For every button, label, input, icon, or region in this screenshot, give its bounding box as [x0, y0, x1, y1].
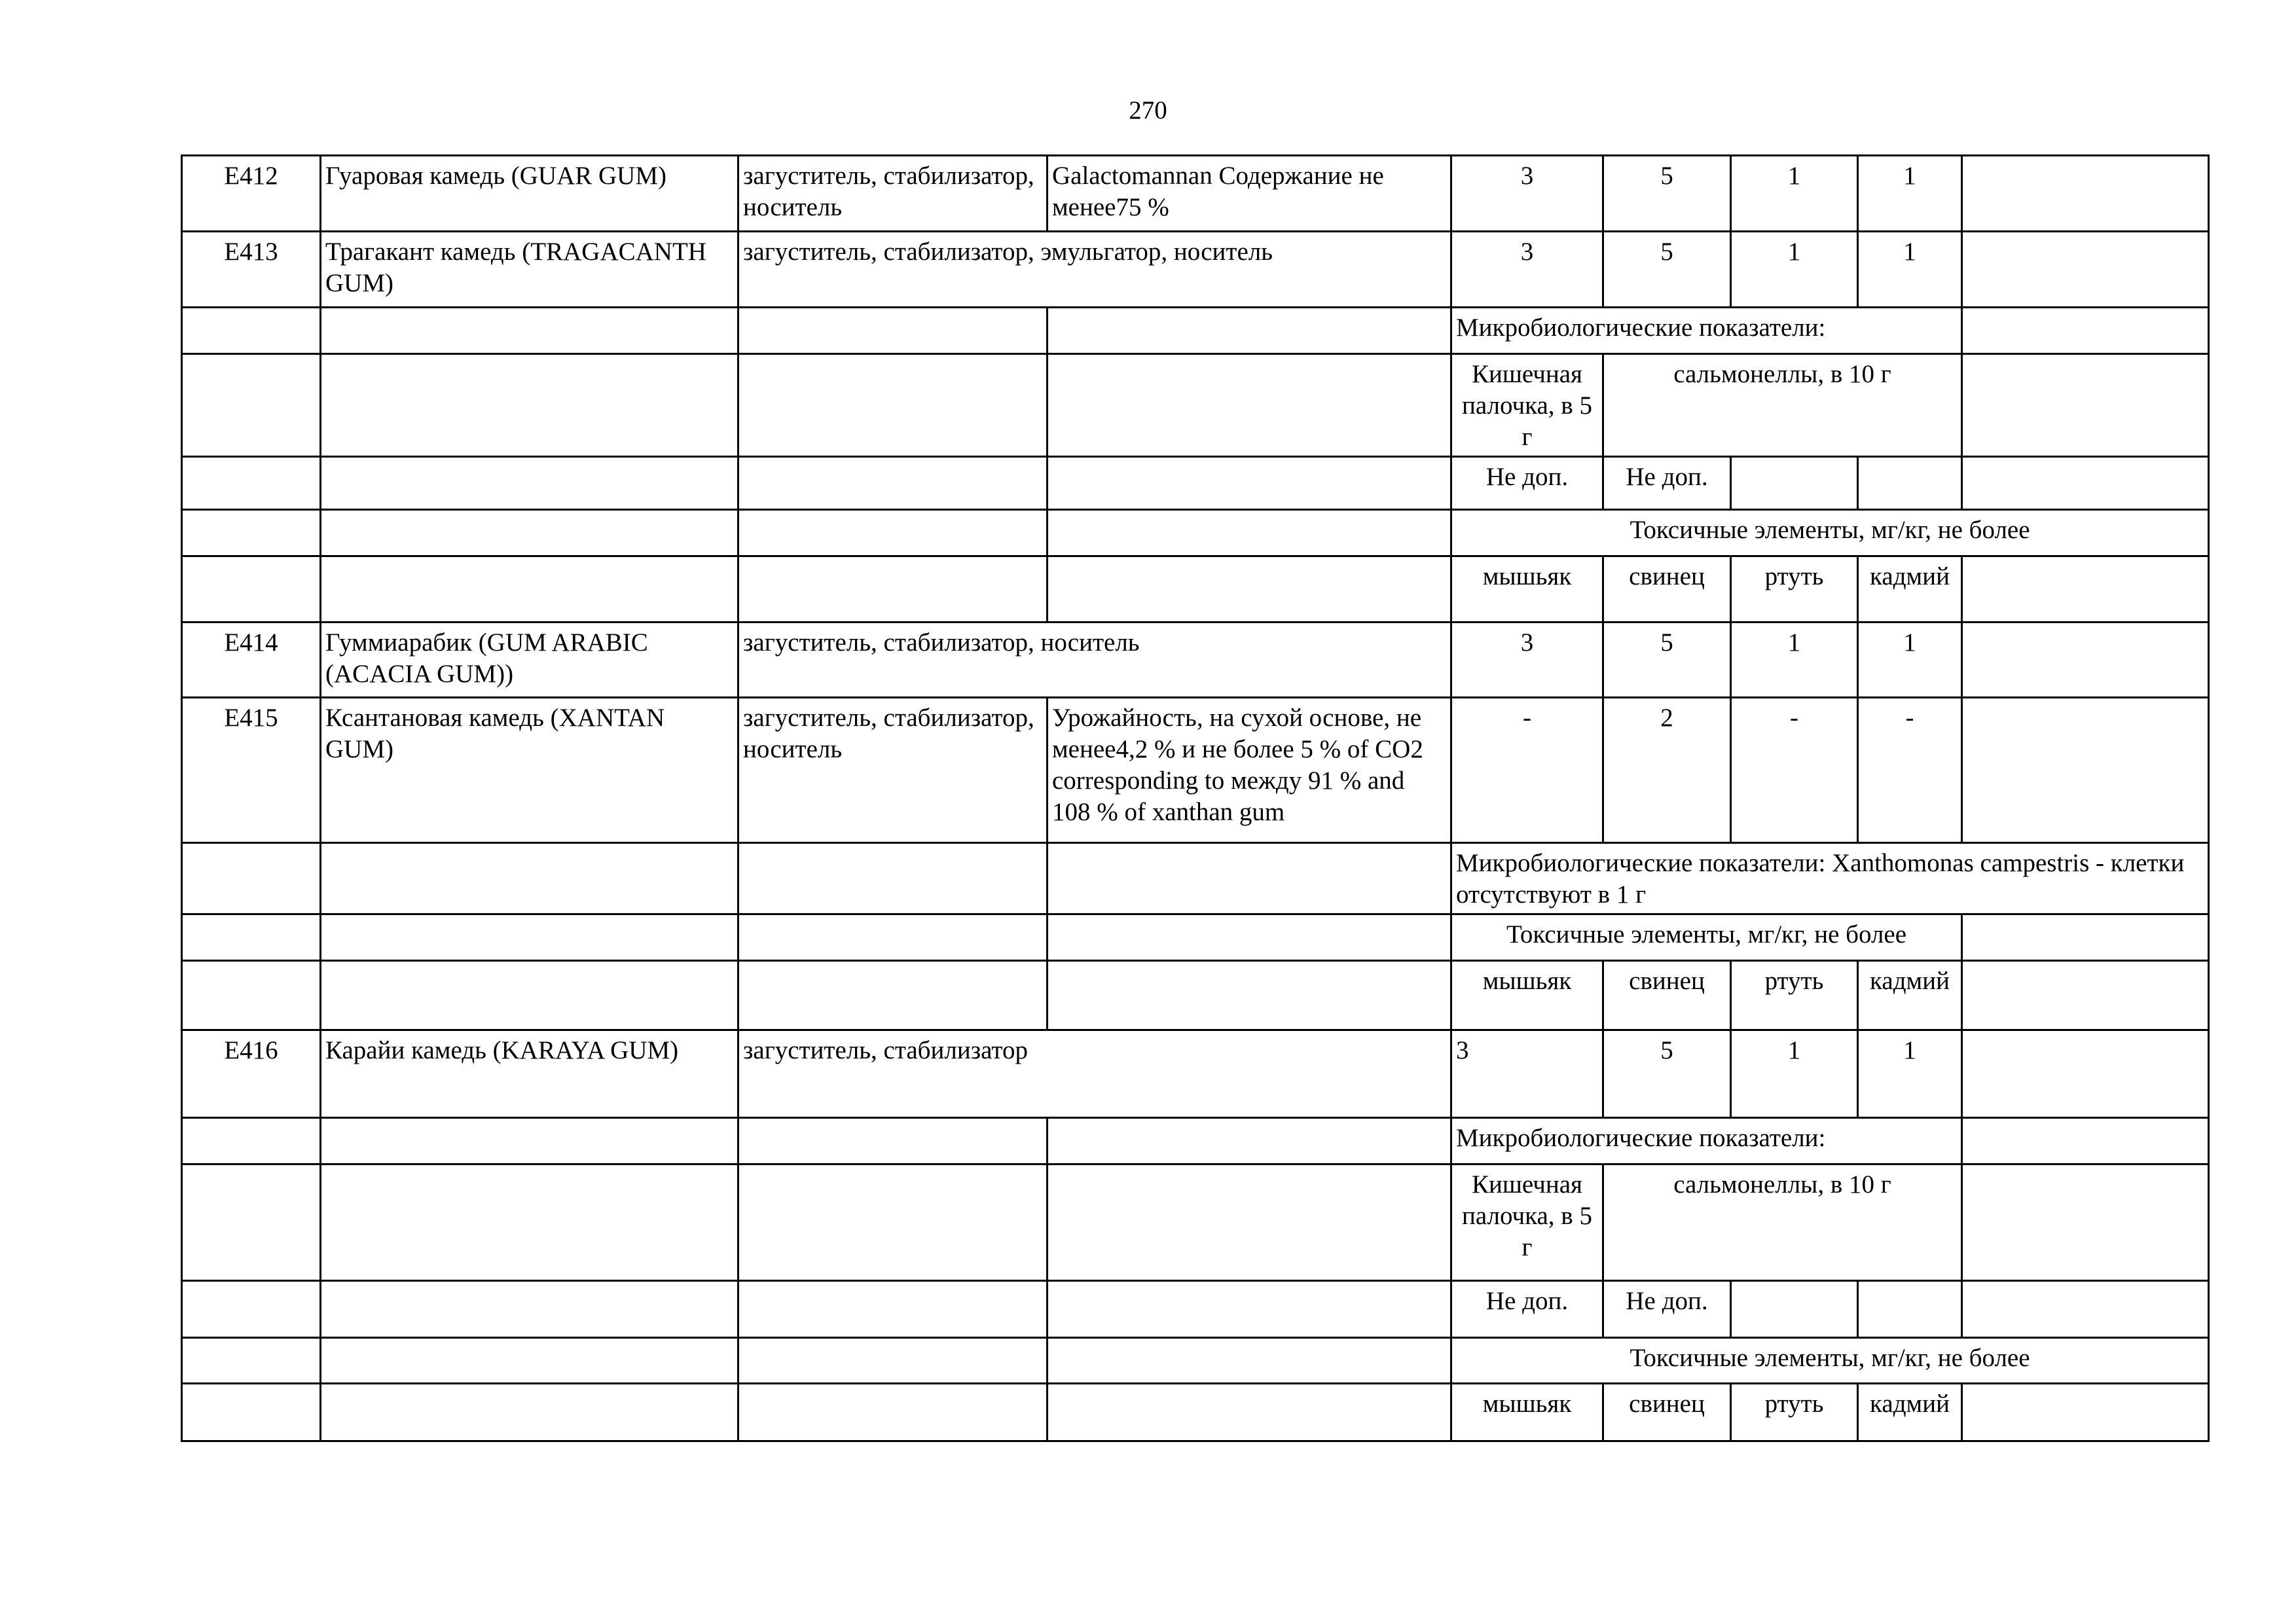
lead-header: свинец: [1603, 961, 1731, 1030]
mercury-header: ртуть: [1731, 556, 1858, 623]
table-row: [182, 457, 2209, 510]
empty-cell: [1962, 1164, 2209, 1281]
empty-cell: [321, 308, 738, 354]
arsenic-value: 3: [1451, 156, 1603, 232]
empty-cell: [1962, 156, 2209, 232]
additive-name: Трагакант камедь (TRAGACANTH GUM): [321, 232, 738, 308]
table-row: [182, 623, 2209, 698]
additive-code: E413: [182, 232, 321, 308]
mercury-value: -: [1731, 698, 1858, 843]
additives-table: [181, 154, 2210, 1442]
table-row: [182, 556, 2209, 623]
table-row: [182, 1281, 2209, 1338]
empty-cell: [1048, 914, 1451, 961]
micro-title: Микробиологические показатели:: [1451, 308, 1962, 354]
lead-value: 5: [1603, 156, 1731, 232]
arsenic-value: 3: [1451, 623, 1603, 698]
arsenic-header: мышьяк: [1451, 1384, 1603, 1441]
empty-cell: [182, 1164, 321, 1281]
empty-cell: [738, 510, 1048, 556]
arsenic-header: мышьяк: [1451, 961, 1603, 1030]
additive-spec: Урожайность, на сухой основе, не менее4,2 % и не более 5 % of CO2 corresponding to между 91 % and 108 % of xanthan gum: [1048, 698, 1451, 843]
empty-cell: [738, 457, 1048, 510]
empty-cell: [738, 354, 1048, 457]
mercury-header: ртуть: [1731, 1384, 1858, 1441]
empty-cell: [738, 1164, 1048, 1281]
table-row: [182, 510, 2209, 556]
empty-cell: [1962, 1118, 2209, 1164]
cadmium-value: 1: [1858, 623, 1962, 698]
empty-cell: [321, 1164, 738, 1281]
empty-cell: [1048, 961, 1451, 1030]
empty-cell: [1962, 232, 2209, 308]
salmonella-header: сальмонеллы, в 10 г: [1603, 354, 1962, 457]
empty-cell: [321, 556, 738, 623]
table-row: [182, 914, 2209, 961]
empty-cell: [321, 843, 738, 914]
empty-cell: [1048, 457, 1451, 510]
toxic-title: Токсичные элементы, мг/кг, не более: [1451, 1338, 2209, 1384]
empty-cell: [738, 843, 1048, 914]
additive-name: Ксантановая камедь (XANTAN GUM): [321, 698, 738, 843]
empty-cell: [321, 961, 738, 1030]
cadmium-value: 1: [1858, 1030, 1962, 1118]
additive-function: загуститель, стабилизатор, носитель: [738, 623, 1451, 698]
empty-cell: [1048, 1164, 1451, 1281]
micro-title: Микробиологические показатели:: [1451, 1118, 1962, 1164]
mercury-header: ртуть: [1731, 961, 1858, 1030]
empty-cell: [1048, 843, 1451, 914]
ecoli-value: Не доп.: [1451, 1281, 1603, 1338]
empty-cell: [1858, 1281, 1962, 1338]
mercury-value: 1: [1731, 232, 1858, 308]
empty-cell: [1962, 1030, 2209, 1118]
empty-cell: [1962, 1281, 2209, 1338]
empty-cell: [1731, 457, 1858, 510]
table-row: [182, 156, 2209, 232]
salmonella-value: Не доп.: [1603, 1281, 1731, 1338]
empty-cell: [182, 1384, 321, 1441]
additive-code: E415: [182, 698, 321, 843]
ecoli-header: Кишечная палочка, в 5 г: [1451, 1164, 1603, 1281]
empty-cell: [321, 1118, 738, 1164]
table-row: [182, 1384, 2209, 1441]
empty-cell: [1962, 1384, 2209, 1441]
ecoli-header: Кишечная палочка, в 5 г: [1451, 354, 1603, 457]
additive-function: загуститель, стабилизатор, носитель: [738, 156, 1048, 232]
empty-cell: [1962, 308, 2209, 354]
table-row: [182, 232, 2209, 308]
table-row: [182, 354, 2209, 457]
empty-cell: [1048, 308, 1451, 354]
cadmium-value: 1: [1858, 156, 1962, 232]
mercury-value: 1: [1731, 156, 1858, 232]
empty-cell: [1731, 1281, 1858, 1338]
empty-cell: [182, 1281, 321, 1338]
empty-cell: [738, 961, 1048, 1030]
empty-cell: [738, 308, 1048, 354]
empty-cell: [1048, 1338, 1451, 1384]
mercury-value: 1: [1731, 623, 1858, 698]
empty-cell: [738, 1118, 1048, 1164]
table-row: [182, 1118, 2209, 1164]
additive-code: E412: [182, 156, 321, 232]
empty-cell: [738, 914, 1048, 961]
lead-value: 5: [1603, 232, 1731, 308]
cadmium-header: кадмий: [1858, 961, 1962, 1030]
cadmium-header: кадмий: [1858, 556, 1962, 623]
empty-cell: [182, 308, 321, 354]
empty-cell: [1048, 1281, 1451, 1338]
cadmium-header: кадмий: [1858, 1384, 1962, 1441]
arsenic-value: 3: [1451, 1030, 1603, 1118]
empty-cell: [182, 457, 321, 510]
empty-cell: [321, 354, 738, 457]
empty-cell: [1962, 354, 2209, 457]
empty-cell: [321, 1384, 738, 1441]
additive-spec: Galactomannan Содержание не менее75 %: [1048, 156, 1451, 232]
empty-cell: [1858, 457, 1962, 510]
empty-cell: [1962, 914, 2209, 961]
empty-cell: [738, 1338, 1048, 1384]
table-row: [182, 308, 2209, 354]
table-row: [182, 1030, 2209, 1118]
salmonella-header: сальмонеллы, в 10 г: [1603, 1164, 1962, 1281]
empty-cell: [182, 961, 321, 1030]
arsenic-value: -: [1451, 698, 1603, 843]
page-number: 270: [1129, 96, 1167, 124]
additive-name: Гуаровая камедь (GUAR GUM): [321, 156, 738, 232]
empty-cell: [182, 556, 321, 623]
empty-cell: [182, 843, 321, 914]
additive-function: загуститель, стабилизатор, носитель: [738, 698, 1048, 843]
cadmium-value: 1: [1858, 232, 1962, 308]
empty-cell: [1048, 1384, 1451, 1441]
additive-code: E414: [182, 623, 321, 698]
table-row: [182, 843, 2209, 914]
lead-header: свинец: [1603, 556, 1731, 623]
empty-cell: [1962, 698, 2209, 843]
empty-cell: [182, 914, 321, 961]
empty-cell: [321, 1281, 738, 1338]
empty-cell: [738, 1384, 1048, 1441]
table-row: [182, 698, 2209, 843]
empty-cell: [321, 914, 738, 961]
empty-cell: [1962, 623, 2209, 698]
lead-header: свинец: [1603, 1384, 1731, 1441]
table-row: [182, 961, 2209, 1030]
empty-cell: [1048, 1118, 1451, 1164]
toxic-title: Токсичные элементы, мг/кг, не более: [1451, 510, 2209, 556]
empty-cell: [182, 1338, 321, 1384]
empty-cell: [182, 354, 321, 457]
empty-cell: [1962, 556, 2209, 623]
empty-cell: [738, 1281, 1048, 1338]
arsenic-header: мышьяк: [1451, 556, 1603, 623]
lead-value: 5: [1603, 623, 1731, 698]
mercury-value: 1: [1731, 1030, 1858, 1118]
cadmium-value: -: [1858, 698, 1962, 843]
empty-cell: [321, 510, 738, 556]
empty-cell: [738, 556, 1048, 623]
empty-cell: [1048, 510, 1451, 556]
ecoli-value: Не доп.: [1451, 457, 1603, 510]
additive-code: E416: [182, 1030, 321, 1118]
empty-cell: [182, 510, 321, 556]
salmonella-value: Не доп.: [1603, 457, 1731, 510]
empty-cell: [321, 457, 738, 510]
additive-function: загуститель, стабилизатор: [738, 1030, 1451, 1118]
micro-note: Микробиологические показатели: Xanthomonas campestris - клетки отсутствуют в 1 г: [1451, 843, 2209, 914]
table-row: [182, 1164, 2209, 1281]
arsenic-value: 3: [1451, 232, 1603, 308]
empty-cell: [1048, 556, 1451, 623]
empty-cell: [1962, 961, 2209, 1030]
additive-name: Карайи камедь (KARAYA GUM): [321, 1030, 738, 1118]
table-row: [182, 1338, 2209, 1384]
empty-cell: [321, 1338, 738, 1384]
lead-value: 5: [1603, 1030, 1731, 1118]
empty-cell: [182, 1118, 321, 1164]
additive-name: Гуммиарабик (GUM ARABIC (ACACIA GUM)): [321, 623, 738, 698]
empty-cell: [1962, 457, 2209, 510]
lead-value: 2: [1603, 698, 1731, 843]
additive-function: загуститель, стабилизатор, эмульгатор, носитель: [738, 232, 1451, 308]
empty-cell: [1048, 354, 1451, 457]
toxic-title: Токсичные элементы, мг/кг, не более: [1451, 914, 1962, 961]
